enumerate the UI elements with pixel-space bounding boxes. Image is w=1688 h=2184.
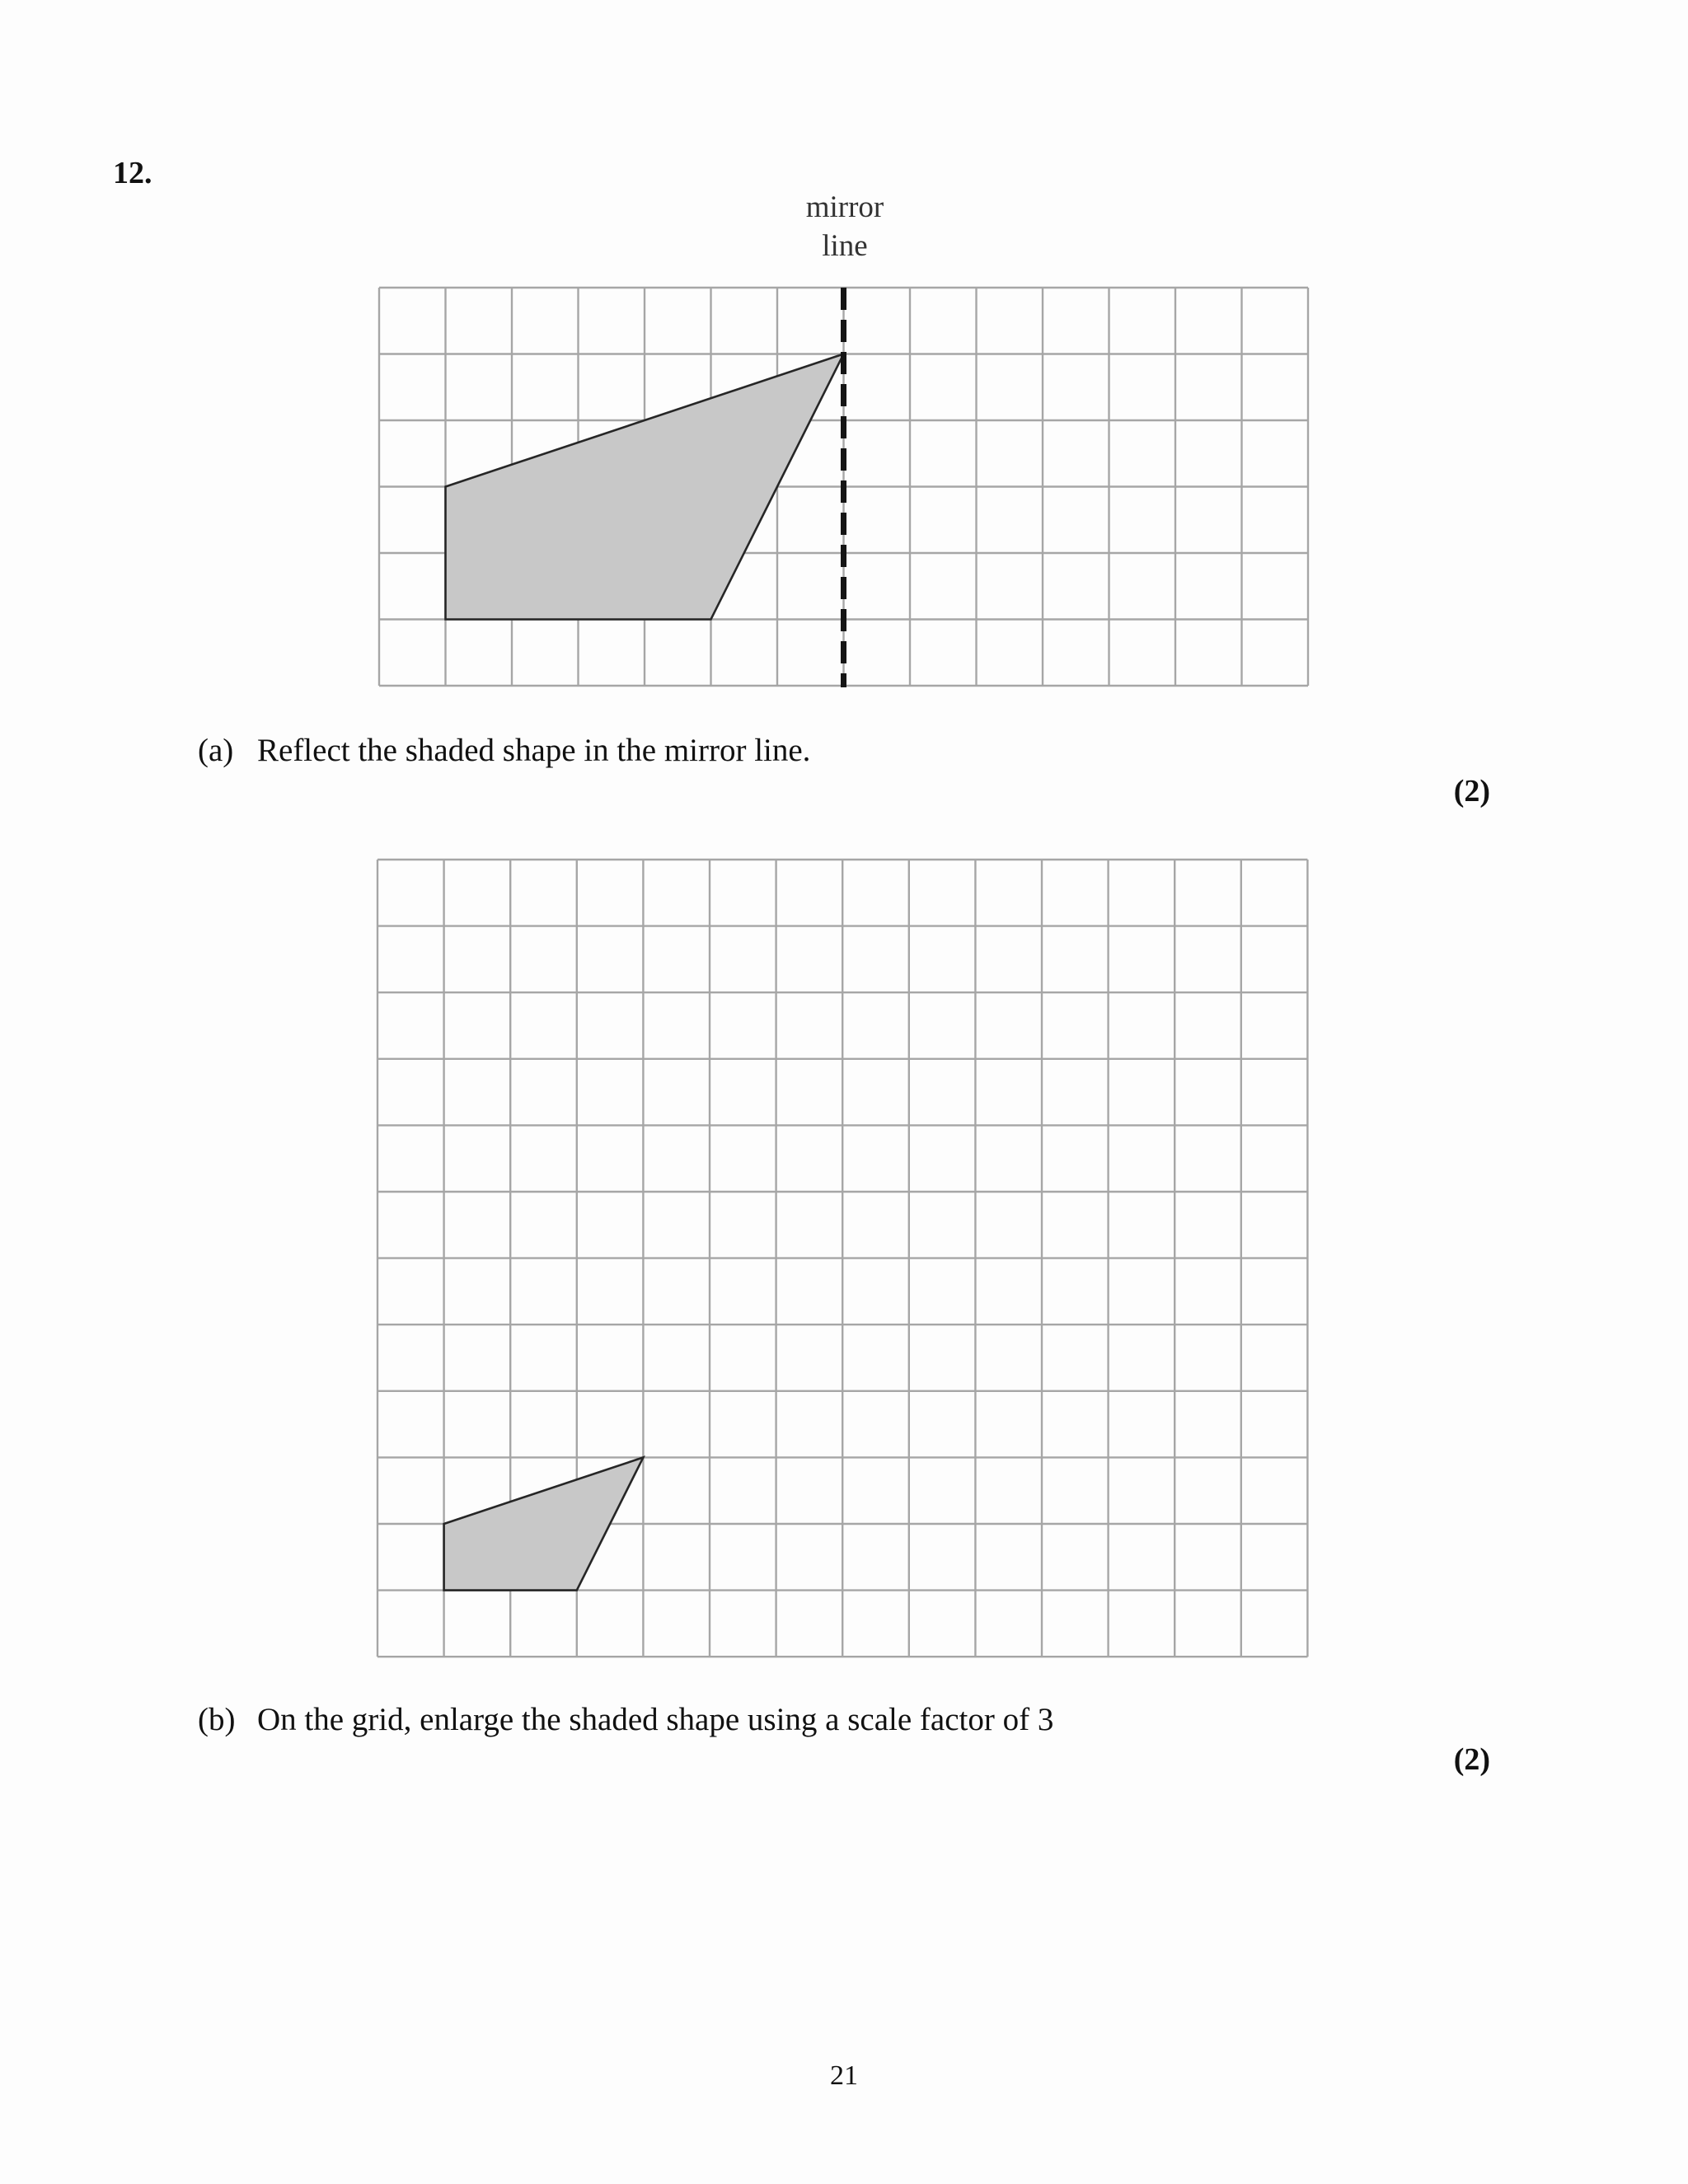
part-b-question — [198, 1701, 1053, 1738]
question-number: 12. — [113, 156, 152, 190]
part-a-marks: (2) — [1453, 774, 1490, 808]
mirror-line-label — [775, 188, 915, 265]
part-b-text: On the grid, enlarge the shaded shape using a scale factor of 3 — [257, 1702, 1054, 1737]
mirror-label-line2: line — [822, 229, 868, 263]
page-number: 21 — [830, 2060, 858, 2091]
part-a-text: Reflect the shaded shape in the mirror line. — [257, 733, 811, 768]
part-a-question — [198, 732, 810, 769]
part-b-marks: (2) — [1453, 1742, 1490, 1777]
part-b-label: (b) — [198, 1702, 236, 1737]
reflection-grid[interactable] — [377, 286, 1311, 687]
enlargement-grid[interactable] — [376, 858, 1313, 1657]
mirror-label-line1: mirror — [805, 190, 884, 224]
part-a-label: (a) — [198, 733, 234, 768]
